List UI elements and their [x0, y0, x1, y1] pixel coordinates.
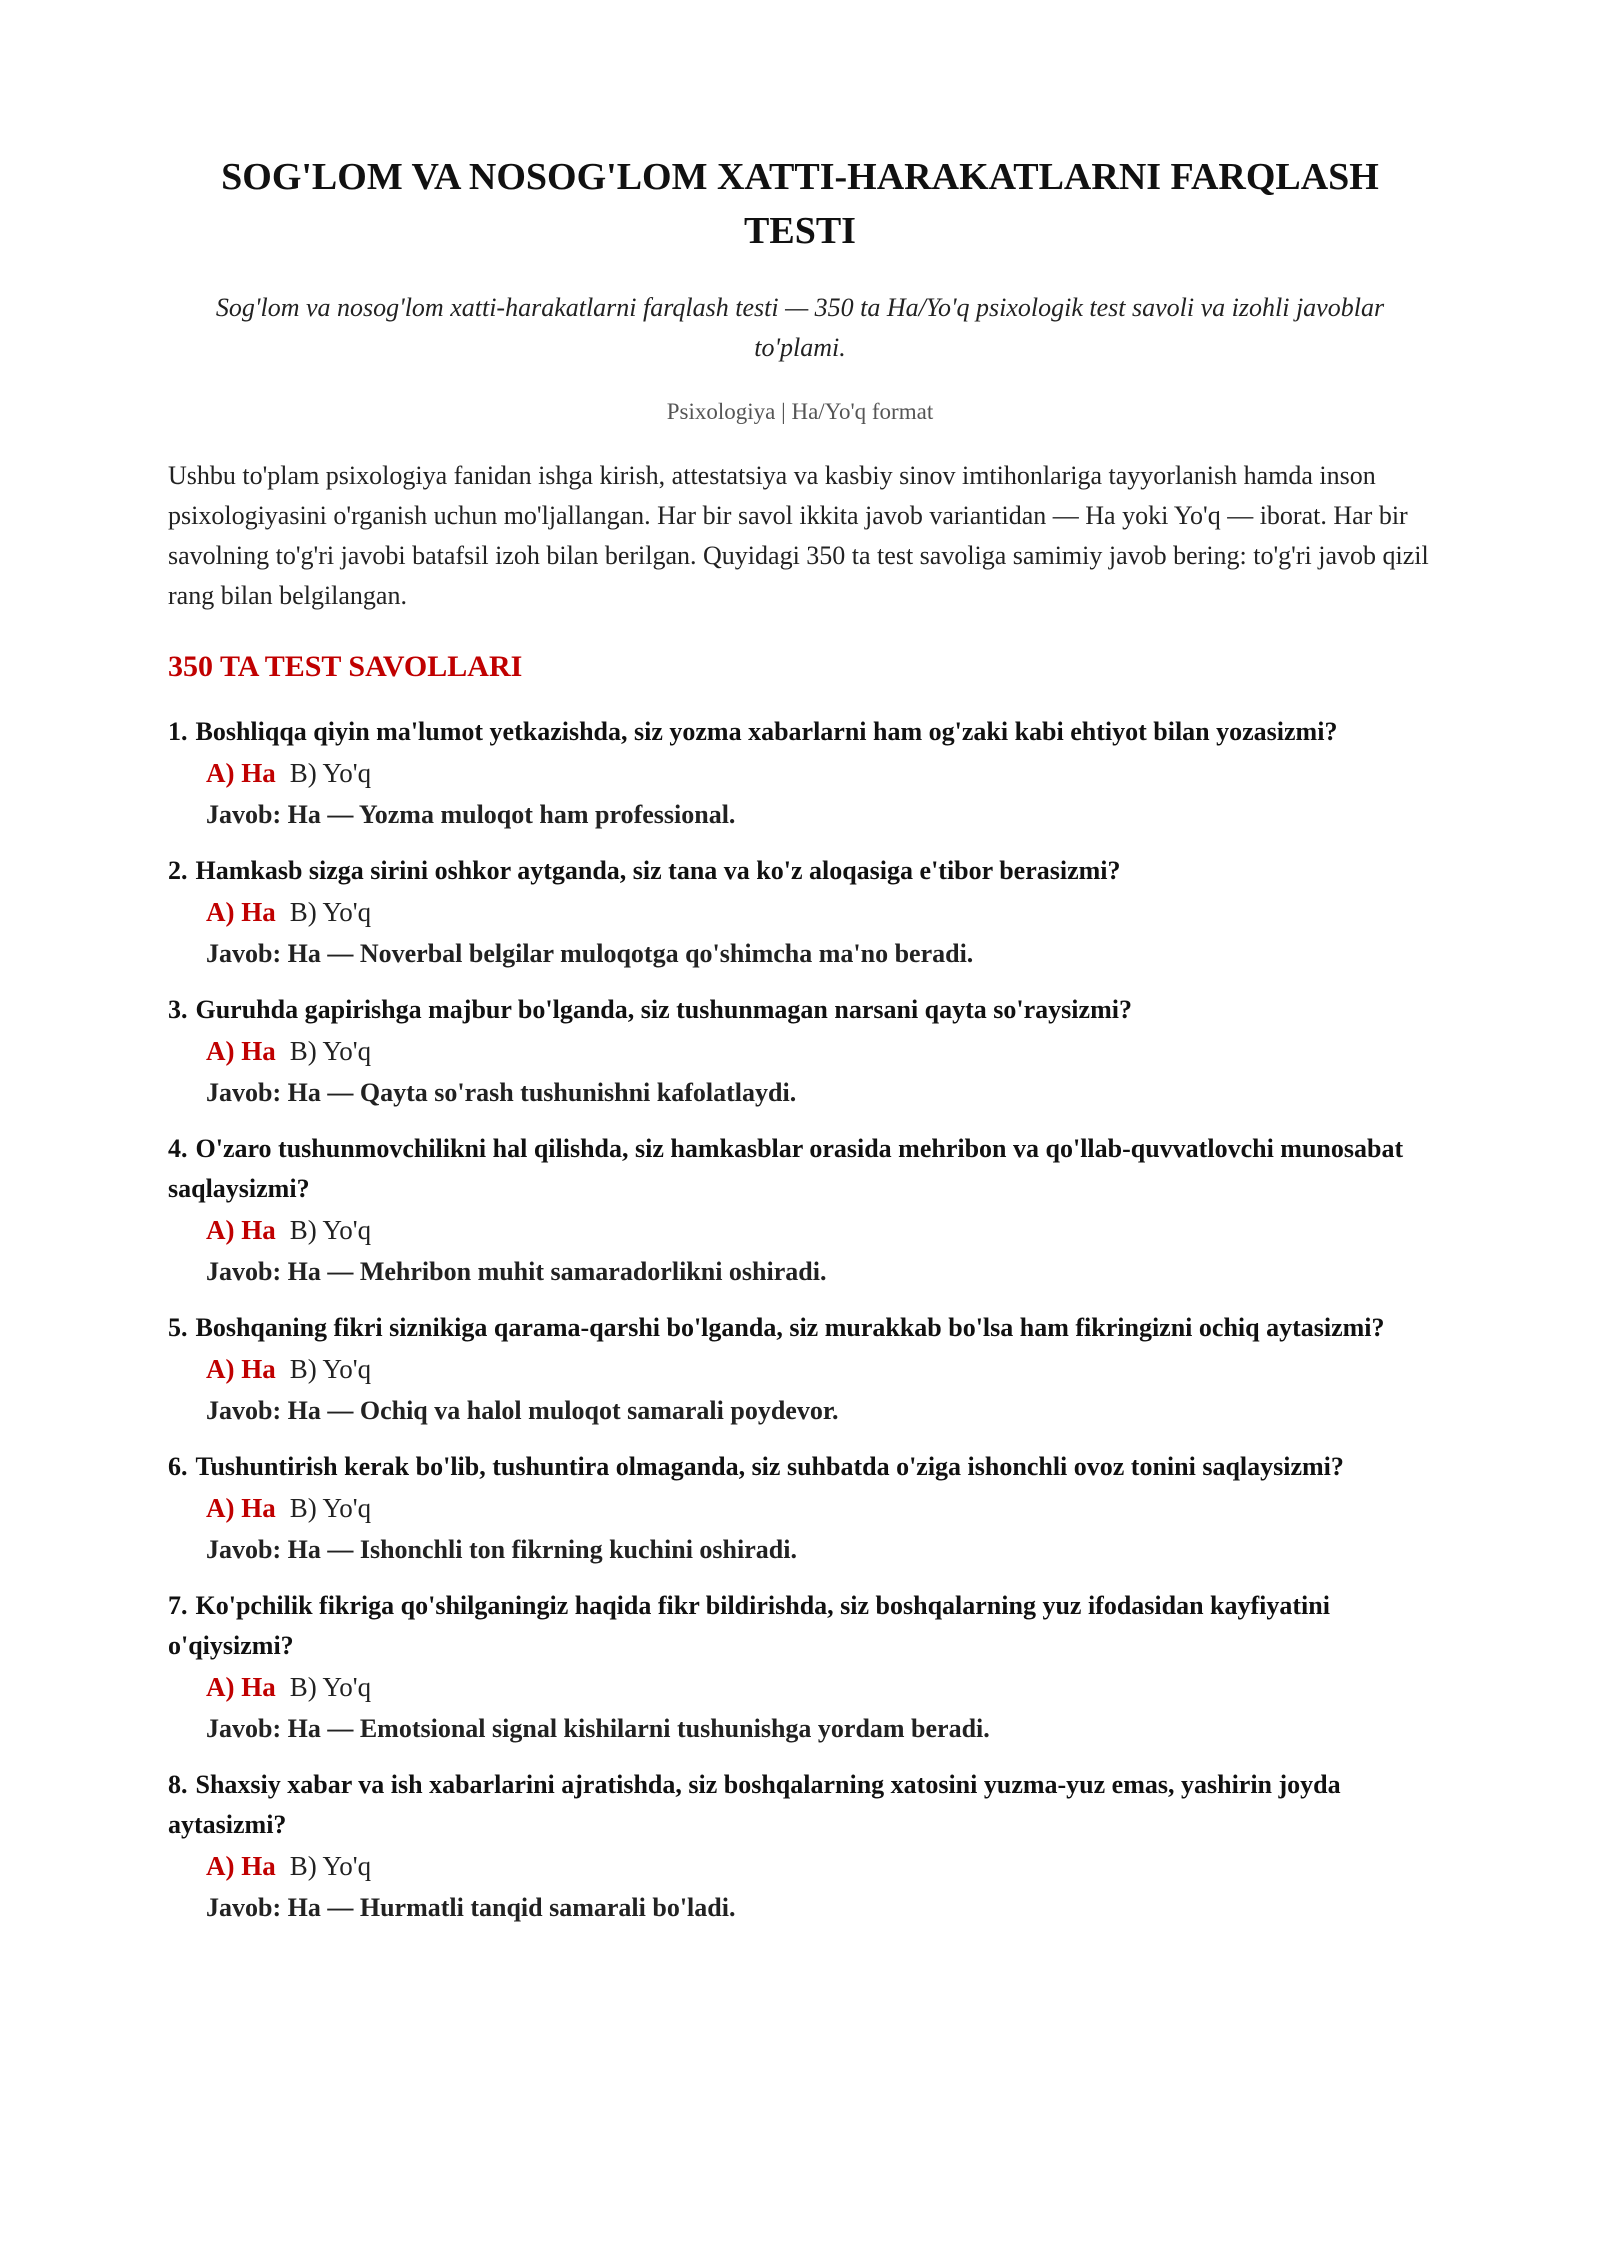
document-meta: Psixologiya | Ha/Yo'q format	[666, 399, 934, 424]
question-item-8	[168, 1765, 1432, 1929]
answer-explanation: Javob: Ha — Yozma muloqot ham professional.	[206, 800, 736, 829]
question-text	[168, 1129, 1432, 1209]
option-a[interactable]: A) Ha	[206, 1851, 276, 1881]
question-number: 7.	[168, 1591, 188, 1620]
option-b[interactable]: B) Yo'q	[289, 1354, 372, 1384]
question-item-1	[168, 712, 1432, 836]
options-row	[168, 891, 1432, 933]
option-a[interactable]: A) Ha	[206, 1672, 276, 1702]
options-row	[168, 1030, 1432, 1072]
question-text	[168, 712, 1432, 752]
option-b[interactable]: B) Yo'q	[289, 758, 372, 788]
answer-explanation: Javob: Ha — Qayta so'rash tushunishni kafolatlaydi.	[206, 1078, 797, 1107]
option-a[interactable]: A) Ha	[206, 758, 276, 788]
option-a[interactable]: A) Ha	[206, 897, 276, 927]
question-body: Boshliqqa qiyin ma'lumot yetkazishda, siz yozma xabarlarni ham og'zaki kabi ehtiyot bilan yozasizmi?	[195, 717, 1338, 746]
question-text	[168, 990, 1432, 1030]
document-subtitle: Sog'lom va nosog'lom xatti-harakatlarni farqlash testi — 350 ta Ha/Yo'q psixologik test savoli va izohli javoblar to'plami.	[215, 293, 1385, 362]
question-number: 1.	[168, 717, 188, 746]
options-row	[168, 1348, 1432, 1390]
answer-explanation: Javob: Ha — Ochiq va halol muloqot samarali poydevor.	[206, 1396, 839, 1425]
question-item-6	[168, 1447, 1432, 1571]
answer-explanation: Javob: Ha — Noverbal belgilar muloqotga qo'shimcha ma'no beradi.	[206, 939, 974, 968]
question-body: Hamkasb sizga sirini oshkor aytganda, siz tana va ko'z aloqasiga e'tibor berasizmi?	[195, 856, 1121, 885]
options-row	[168, 1845, 1432, 1887]
option-b[interactable]: B) Yo'q	[289, 897, 372, 927]
question-text	[168, 1447, 1432, 1487]
option-b[interactable]: B) Yo'q	[289, 1851, 372, 1881]
answer-explanation: Javob: Ha — Emotsional signal kishilarni tushunishga yordam beradi.	[206, 1714, 990, 1743]
option-a[interactable]: A) Ha	[206, 1215, 276, 1245]
question-item-5	[168, 1308, 1432, 1432]
question-body: Ko'pchilik fikriga qo'shilganingiz haqida fikr bildirishda, siz boshqalarning yuz ifodasidan kayfiyatini o'qiysizmi?	[168, 1591, 1330, 1660]
option-b[interactable]: B) Yo'q	[289, 1493, 372, 1523]
option-a[interactable]: A) Ha	[206, 1493, 276, 1523]
intro-paragraph: Ushbu to'plam psixologiya fanidan ishga kirish, attestatsiya va kasbiy sinov imtihonlariga tayyorlanish hamda inson psixologiyasini o'rganish uchun mo'ljallangan. Har bir savol ikkita javob variantidan — Ha yoki Yo'q — iborat. Har bir savolning to'g'ri javobi batafsil izoh bilan berilgan. Quyidagi 350 ta test savoliga samimiy javob bering: to'g'ri javob qizil rang bilan belgilangan.	[168, 461, 1429, 610]
question-number: 2.	[168, 856, 188, 885]
question-body: Guruhda gapirishga majbur bo'lganda, siz tushunmagan narsani qayta so'raysizmi?	[195, 995, 1132, 1024]
options-row	[168, 752, 1432, 794]
question-number: 4.	[168, 1134, 188, 1163]
answer-explanation: Javob: Ha — Mehribon muhit samaradorlikni oshiradi.	[206, 1257, 827, 1286]
document-title: SOG'LOM VA NOSOG'LOM XATTI-HARAKATLARNI FARQLASH TESTI	[221, 156, 1379, 252]
option-b[interactable]: B) Yo'q	[289, 1215, 372, 1245]
answer-explanation: Javob: Ha — Hurmatli tanqid samarali bo'ladi.	[206, 1893, 736, 1922]
option-a[interactable]: A) Ha	[206, 1354, 276, 1384]
question-number: 6.	[168, 1452, 188, 1481]
answer-explanation: Javob: Ha — Ishonchli ton fikrning kuchini oshiradi.	[206, 1535, 797, 1564]
options-row	[168, 1666, 1432, 1708]
question-text	[168, 1308, 1432, 1348]
question-text	[168, 851, 1432, 891]
option-a[interactable]: A) Ha	[206, 1036, 276, 1066]
options-row	[168, 1209, 1432, 1251]
option-b[interactable]: B) Yo'q	[289, 1672, 372, 1702]
question-number: 3.	[168, 995, 188, 1024]
question-text	[168, 1586, 1432, 1666]
question-body: Tushuntirish kerak bo'lib, tushuntira olmaganda, siz suhbatda o'ziga ishonchli ovoz tonini saqlaysizmi?	[195, 1452, 1344, 1481]
question-item-7	[168, 1586, 1432, 1750]
question-body: Boshqaning fikri siznikiga qarama-qarshi bo'lganda, siz murakkab bo'lsa ham fikringizni ochiq aytasizmi?	[195, 1313, 1385, 1342]
question-item-4	[168, 1129, 1432, 1293]
question-item-2	[168, 851, 1432, 975]
options-row	[168, 1487, 1432, 1529]
option-b[interactable]: B) Yo'q	[289, 1036, 372, 1066]
section-heading: 350 TA TEST SAVOLLARI	[168, 650, 523, 683]
question-body: O'zaro tushunmovchilikni hal qilishda, siz hamkasblar orasida mehribon va qo'llab-quvvatlovchi munosabat saqlaysizmi?	[168, 1134, 1404, 1203]
question-number: 8.	[168, 1770, 188, 1799]
question-item-3	[168, 990, 1432, 1114]
question-body: Shaxsiy xabar va ish xabarlarini ajratishda, siz boshqalarning xatosini yuzma-yuz emas, yashirin joyda aytasizmi?	[168, 1770, 1341, 1839]
question-list	[168, 712, 1432, 1929]
question-text	[168, 1765, 1432, 1845]
question-number: 5.	[168, 1313, 188, 1342]
